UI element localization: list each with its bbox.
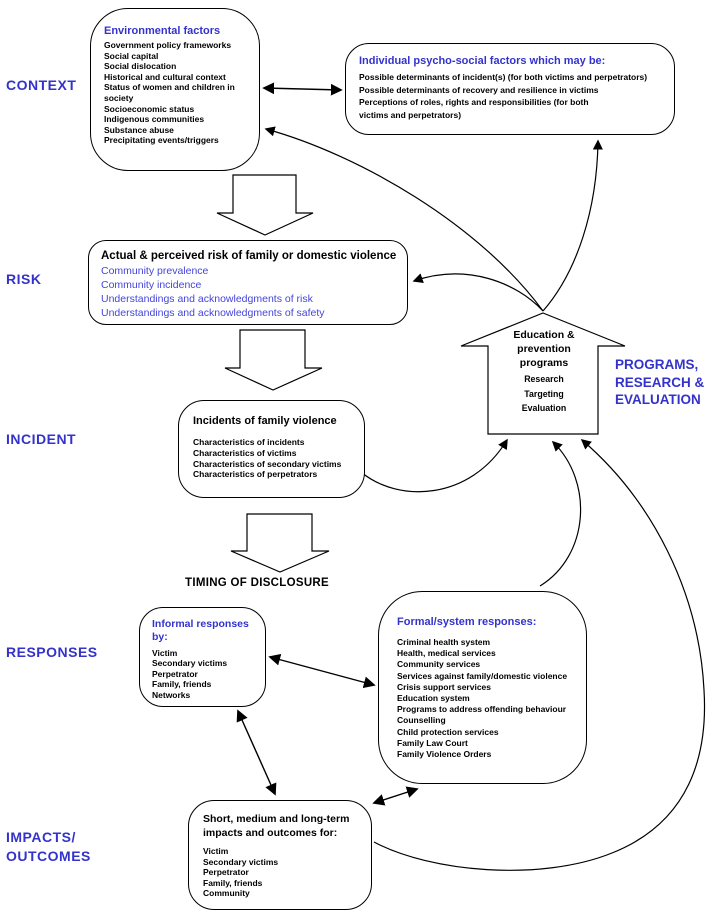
- list-item: Possible determinants of recovery and resilience in victims: [359, 84, 599, 95]
- list-item: Family, friends: [203, 877, 263, 888]
- list-item: Social capital: [104, 50, 159, 61]
- list-item: Secondary victims: [152, 658, 228, 669]
- impacts-outcomes-heading: Short, medium and long-term impacts and outcomes for:: [203, 813, 350, 839]
- arrow-incident-to-education: [361, 440, 507, 492]
- side-label-line3: EVALUATION: [615, 392, 701, 407]
- list-item: Social dislocation: [104, 61, 177, 72]
- list-item: Programs to address offending behaviour: [397, 704, 567, 715]
- stage-label-responses: RESPONSES: [6, 644, 98, 660]
- impacts-outcomes-box: [188, 800, 372, 910]
- arrow-informal-formal-twoway: [270, 657, 374, 685]
- informal-responses-heading: Informal responses by:: [152, 618, 249, 643]
- list-item: Status of women and children in society: [104, 82, 235, 103]
- stage-label-impacts-outcomes: [6, 828, 91, 866]
- informal-responses-list: [152, 648, 259, 700]
- list-item: Community prevalence: [101, 265, 209, 277]
- stage-label-impacts-line2: OUTCOMES: [6, 848, 91, 864]
- list-item: Secondary victims: [203, 856, 279, 867]
- list-item: Perceptions of roles, rights and responsibilities (for both: [359, 97, 589, 108]
- list-item: Characteristics of victims: [193, 447, 297, 458]
- environmental-factors-box: [90, 8, 260, 171]
- list-item: Understandings and acknowledgments of risk: [101, 293, 313, 305]
- list-item: Historical and cultural context: [104, 71, 226, 82]
- education-arrow-items: [488, 372, 600, 416]
- list-item: Health, medical services: [397, 648, 496, 659]
- impacts-outcomes-list: [203, 846, 363, 899]
- list-item: Targeting: [524, 388, 564, 399]
- list-item: Research: [524, 374, 564, 384]
- list-item: Victim: [152, 648, 178, 658]
- side-label-line2: RESEARCH &: [615, 374, 705, 390]
- list-item: Indigenous communities: [104, 114, 205, 125]
- list-item: Characteristics of perpetrators: [193, 469, 318, 480]
- risk-heading: Actual & perceived risk of family or domestic violence: [101, 250, 397, 262]
- list-item: Characteristics of incidents: [193, 437, 305, 447]
- stage-label-impacts-line1: IMPACTS/: [6, 829, 76, 845]
- list-item: Socioeconomic status: [104, 103, 195, 114]
- individual-factors-heading: Individual psycho-social factors which may be:: [359, 55, 606, 67]
- individual-factors-box: [345, 43, 675, 135]
- list-item: Understandings and acknowledgments of safety: [101, 307, 325, 319]
- arrow-context-individual-twoway: [264, 88, 341, 90]
- list-item: Characteristics of secondary victims: [193, 458, 342, 469]
- arrow-formal-to-education: [540, 442, 581, 586]
- list-item: Possible determinants of incident(s) (for both victims and perpetrators): [359, 72, 648, 82]
- list-item: Community: [203, 888, 250, 899]
- timing-of-disclosure-label: TIMING OF DISCLOSURE: [185, 577, 329, 589]
- list-item: Services against family/domestic violence: [397, 670, 568, 681]
- list-item: Substance abuse: [104, 124, 174, 135]
- list-item: Child protection services: [397, 726, 499, 737]
- list-item: Family Law Court: [397, 737, 468, 748]
- education-arrow-title: Education & prevention programs: [513, 329, 575, 369]
- list-item: Crisis support services: [397, 681, 492, 692]
- stage-label-incident: INCIDENT: [6, 431, 77, 447]
- formal-responses-heading: Formal/system responses:: [397, 616, 537, 628]
- incident-heading: Incidents of family violence: [193, 415, 337, 427]
- block-arrow-incident-to-timing: [231, 514, 329, 572]
- environmental-factors-heading: Environmental factors: [104, 25, 221, 37]
- arrow-impacts-formal-twoway: [374, 789, 417, 803]
- list-item: victims and perpetrators): [359, 109, 462, 120]
- stage-label-context: CONTEXT: [6, 77, 77, 93]
- list-item: Community services: [397, 659, 481, 670]
- list-item: Perpetrator: [203, 867, 249, 878]
- risk-box: [88, 240, 408, 325]
- list-item: Criminal health system: [397, 637, 491, 647]
- arrow-education-to-individual: [543, 141, 598, 311]
- stage-label-risk: RISK: [6, 271, 42, 287]
- list-item: Family Violence Orders: [397, 749, 492, 760]
- list-item: Family, friends: [152, 679, 212, 690]
- formal-responses-list: [397, 637, 578, 760]
- block-arrow-risk-to-incident: [225, 330, 322, 390]
- incident-box: [178, 400, 365, 498]
- list-item: Evaluation: [521, 403, 567, 413]
- list-item: Networks: [152, 689, 191, 700]
- risk-list: [101, 264, 399, 320]
- list-item: Government policy frameworks: [104, 40, 232, 50]
- programs-research-evaluation-label: [615, 356, 704, 409]
- list-item: Education system: [397, 693, 470, 704]
- environmental-factors-list: [104, 40, 249, 146]
- informal-responses-box: [139, 607, 266, 707]
- arrow-informal-impacts-twoway: [238, 711, 275, 794]
- block-arrow-context-to-risk: [217, 175, 313, 235]
- arrow-education-to-risk: [414, 274, 543, 311]
- list-item: Perpetrator: [152, 668, 198, 679]
- list-item: Victim: [203, 846, 229, 856]
- individual-factors-list: [359, 71, 664, 121]
- formal-responses-box: [378, 591, 587, 784]
- incident-list: [193, 437, 356, 480]
- list-item: Counselling: [397, 715, 446, 726]
- list-item: Precipitating events/triggers: [104, 135, 219, 146]
- list-item: Community incidence: [101, 279, 202, 291]
- side-label-line1: PROGRAMS,: [615, 357, 699, 372]
